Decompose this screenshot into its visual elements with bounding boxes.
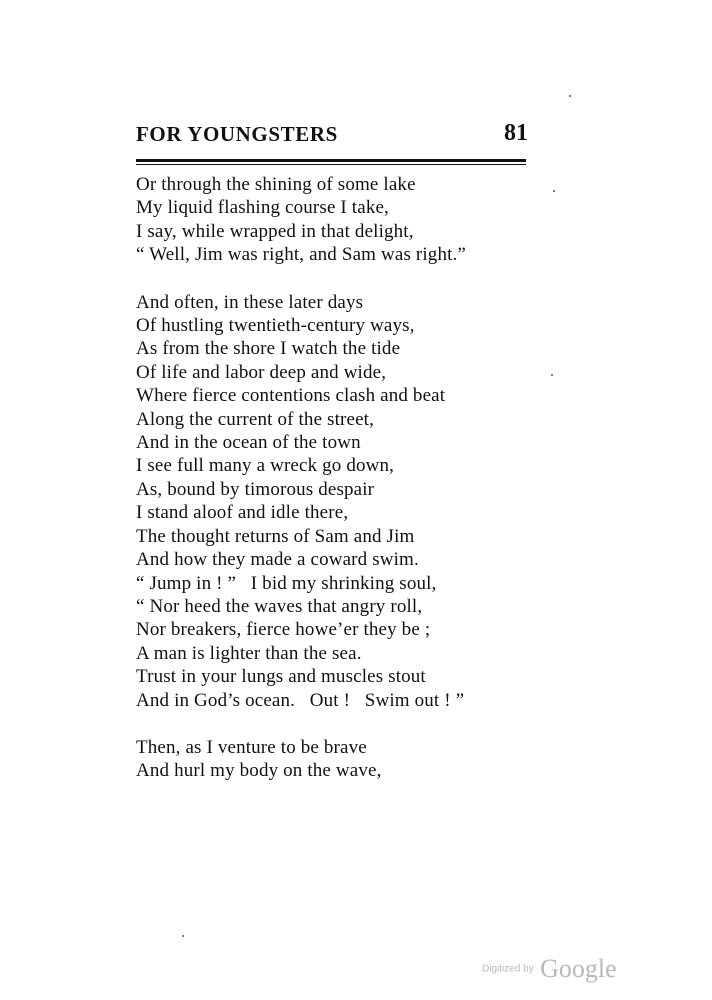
poem-line: Trust in your lungs and muscles stout [136, 666, 426, 688]
poem-line: “ Well, Jim was right, and Sam was right.” [136, 244, 467, 266]
poem-line: Where fierce contentions clash and beat [136, 385, 446, 407]
poem-line: Of hustling twentieth-century ways, [136, 315, 415, 337]
poem-line: “ Jump in ! ” I bid my shrinking soul, [136, 572, 437, 594]
poem-line: A man is lighter than the sea. [136, 642, 362, 664]
poem-line: I see full many a wreck go down, [136, 455, 395, 477]
watermark-prefix: Digitized by [482, 963, 534, 975]
poem-line: As from the shore I watch the tide [136, 338, 401, 360]
poem-line: Or through the shining of some lake [136, 174, 416, 195]
poem-line: And how they made a coward swim. [136, 549, 419, 571]
poem-line: Along the current of the street, [136, 408, 374, 430]
page-number: 81 [504, 120, 528, 146]
poem-line: And hurl my body on the wave, [136, 760, 382, 782]
poem-line: My liquid flashing course I take, [136, 197, 389, 219]
scan-speck [553, 190, 555, 192]
poem-line: And often, in these later days [136, 291, 364, 313]
scan-speck [569, 95, 571, 97]
poem-line: As, bound by timorous despair [136, 478, 375, 500]
poem-line: And in the ocean of the town [136, 432, 361, 454]
poem-line: “ Nor heed the waves that angry roll, [136, 595, 423, 617]
running-head-title: FOR YOUNGSTERS [136, 122, 338, 146]
header-rule-thick [136, 159, 526, 162]
poem-line: Nor breakers, fierce howe’er they be ; [136, 619, 431, 641]
running-head [136, 122, 528, 152]
header-rule-thin [136, 164, 526, 165]
stanza [136, 736, 556, 783]
poem-line: Then, as I venture to be brave [136, 736, 367, 758]
poem-line: The thought returns of Sam and Jim [136, 525, 415, 547]
poem-line: I say, while wrapped in that delight, [136, 220, 414, 242]
stanza [136, 173, 556, 267]
stanza [136, 291, 556, 712]
poem-line: And in God’s ocean. Out ! Swim out ! ” [136, 689, 465, 711]
scan-speck [182, 935, 184, 937]
poem-line: Of life and labor deep and wide, [136, 361, 387, 383]
digitized-watermark [482, 954, 617, 984]
poem-body [136, 173, 556, 783]
google-logo: Google [540, 954, 617, 983]
poem-line: I stand aloof and idle there, [136, 502, 349, 524]
scan-speck [551, 374, 553, 376]
